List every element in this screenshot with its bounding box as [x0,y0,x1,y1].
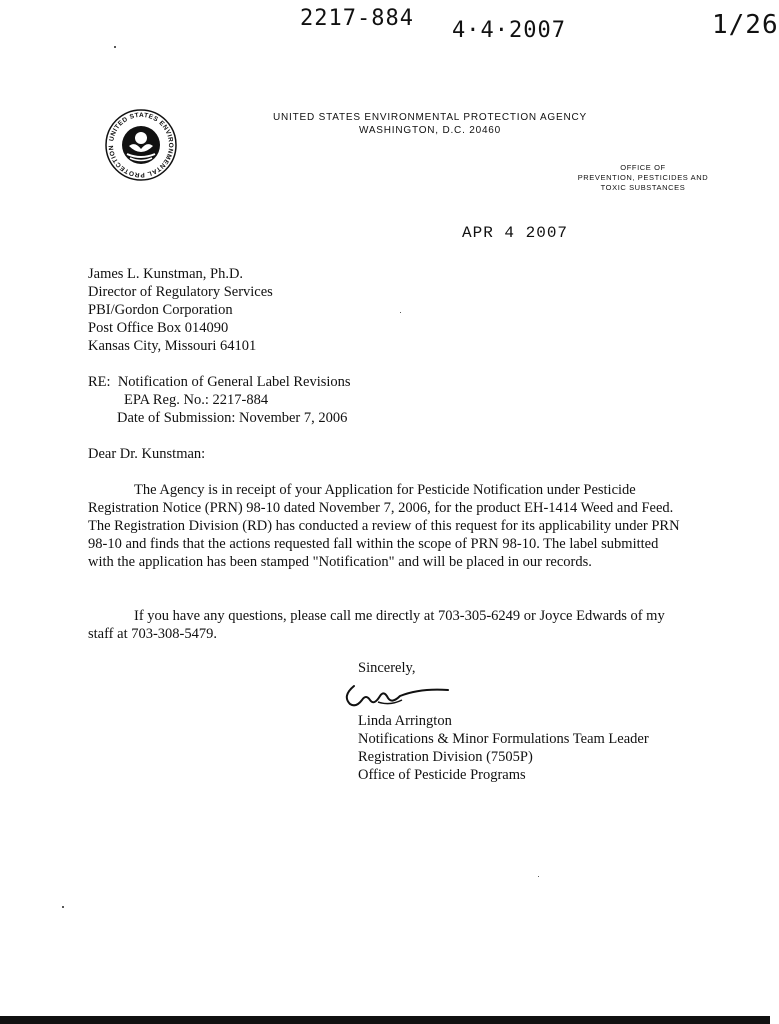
signer-name: Linda Arrington [358,713,452,729]
office-block [568,163,718,193]
agency-name: UNITED STATES ENVIRONMENTAL PROTECTION AGENCY [273,112,587,123]
agency-city: WASHINGTON, D.C. 20460 [358,125,502,136]
handwritten-page-mark: 1/26 [712,10,779,40]
svg-text:UNITED STATES ENVIRONMENTAL PR: UNITED STATES ENVIRONMENTAL PROTECTION [107,111,175,179]
recipient-company: PBI/Gordon Corporation [88,302,233,318]
scan-speck [114,46,116,48]
office-line-1: OFFICE OF [620,163,666,172]
office-line-2: PREVENTION, PESTICIDES AND [577,173,709,182]
scan-speck [538,876,539,877]
re-block [88,373,351,427]
office-line-3: TOXIC SUBSTANCES [600,183,686,192]
signer-office: Office of Pesticide Programs [358,767,526,783]
body-paragraph-2: If you have any questions, please call me directly at 703-305-6249 or Joyce Edwards of my staff at 703-308-5479. [88,608,665,642]
re-reg-no: EPA Reg. No.: 2217-884 [124,392,269,408]
handwritten-signature [340,676,460,714]
closing: Sincerely, [358,660,416,676]
letterhead [230,111,630,137]
date-stamp: APR 4 2007 [462,224,569,242]
recipient-name: James L. Kunstman, Ph.D. [88,266,244,282]
recipient-city: Kansas City, Missouri 64101 [88,338,257,354]
re-submission-date: Date of Submission: November 7, 2006 [117,410,348,426]
signer-block [358,712,649,784]
scan-bottom-edge [0,1016,770,1024]
signer-title: Notifications & Minor Formulations Team Leader [358,731,649,747]
body-paragraph-1: The Agency is in receipt of your Application for Pesticide Notification under Pesticide Registration Notice (PRN) 98-10 dated November 7, 2006, for the product EH-1414 Weed and Feed. The Registration Division (RD) has conducted a review of this request for its applicability under PRN 98-10 and finds that the actions requested fall within the scope of PRN 98-10. The label submitted with the application has been stamped "Notification" and will be placed in our records. [88,482,680,570]
re-label: RE: [88,374,111,390]
handwritten-date: 4·4·2007 [452,18,566,43]
recipient-po-box: Post Office Box 014090 [88,320,229,336]
scan-speck [62,906,64,908]
epa-seal-logo [104,108,178,182]
recipient-address [88,265,273,355]
handwritten-reg-number: 2217-884 [300,6,414,31]
salutation: Dear Dr. Kunstman: [88,446,206,462]
re-subject: Notification of General Label Revisions [117,374,351,390]
scan-speck [400,312,401,313]
signer-division: Registration Division (7505P) [358,749,533,765]
recipient-title: Director of Regulatory Services [88,284,273,300]
